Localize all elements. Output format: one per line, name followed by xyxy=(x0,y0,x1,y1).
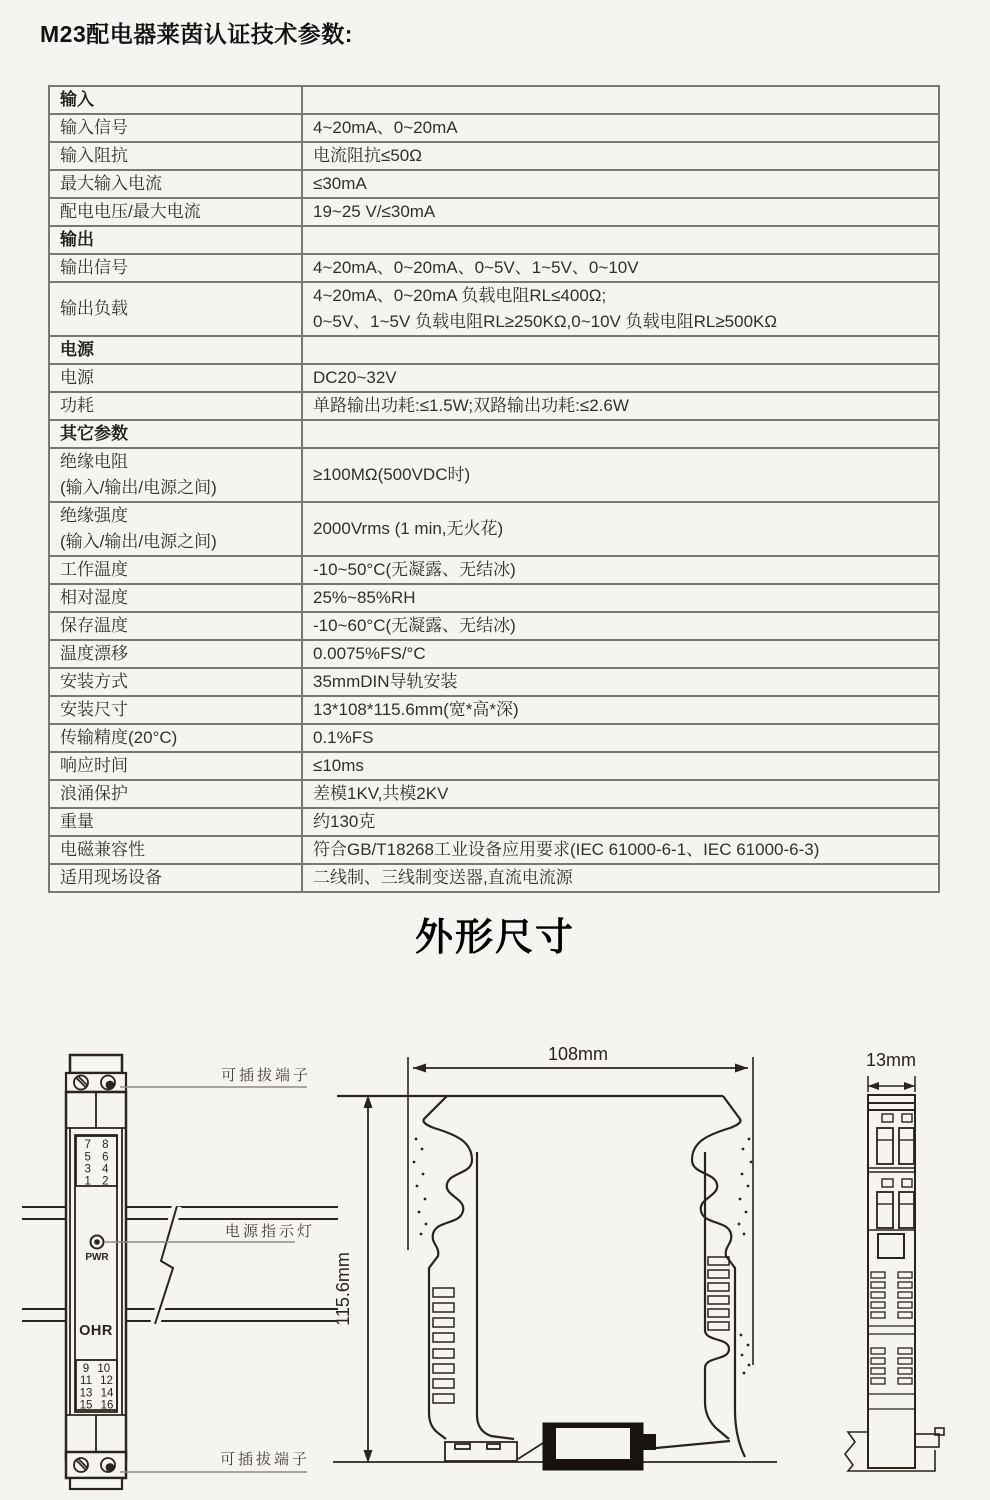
table-row xyxy=(49,364,939,392)
table-row xyxy=(49,502,939,556)
terminal-numbers: 5 6 xyxy=(84,1151,109,1164)
spec-value-cell: 25%~85%RH xyxy=(302,584,939,612)
table-row xyxy=(49,724,939,752)
spec-value-cell: 0.0075%FS/°C xyxy=(302,640,939,668)
table-row xyxy=(49,336,939,364)
decorative-dots xyxy=(413,1138,753,1375)
spec-value-cell xyxy=(302,420,939,448)
table-row xyxy=(49,612,939,640)
terminal-numbers: 13 14 xyxy=(79,1387,114,1400)
bottom-cap xyxy=(70,1478,122,1489)
table-row xyxy=(49,808,939,836)
spec-label-cell: 输入信号 xyxy=(49,114,302,142)
vent-slots-right xyxy=(708,1257,729,1330)
table-row xyxy=(49,170,939,198)
spec-label-cell: 绝缘强度 (输入/输出/电源之间) xyxy=(49,502,302,556)
terminal-numbers: 7 8 xyxy=(84,1139,109,1151)
spec-value-cell: 电流阻抗≤50Ω xyxy=(302,142,939,170)
table-row xyxy=(49,114,939,142)
table-row xyxy=(49,780,939,808)
spec-value-cell: ≥100MΩ(500VDC时) xyxy=(302,448,939,502)
height-dimension-label: 115.6mm xyxy=(333,1252,353,1326)
spec-label-cell: 最大输入电流 xyxy=(49,170,302,198)
spec-value-cell: ≤10ms xyxy=(302,752,939,780)
clip-latch-tab xyxy=(643,1434,656,1450)
spec-label-cell: 输出 xyxy=(49,226,302,254)
page-title: M23配电器莱茵认证技术参数: xyxy=(40,21,353,47)
spec-value-cell: 4~20mA、0~20mA xyxy=(302,114,939,142)
table-row xyxy=(49,254,939,282)
table-row xyxy=(49,198,939,226)
edge-rail-cross-section xyxy=(845,1428,944,1471)
right-wing-profile xyxy=(692,1096,745,1457)
spec-value-cell xyxy=(302,226,939,254)
spec-table-wrap xyxy=(48,85,940,893)
edge-latch xyxy=(915,1434,939,1447)
spec-label-cell: 重量 xyxy=(49,808,302,836)
width-dimension-label: 108mm xyxy=(547,1044,609,1064)
spec-value-cell: 0.1%FS xyxy=(302,724,939,752)
table-row xyxy=(49,448,939,502)
spec-label-cell: 响应时间 xyxy=(49,752,302,780)
spec-value-cell: 差模1KV,共模2KV xyxy=(302,780,939,808)
dimension-arrows xyxy=(364,1064,749,1464)
terminal-numbers: 15 16 xyxy=(79,1399,114,1412)
table-row xyxy=(49,420,939,448)
bottom-terminal-block xyxy=(66,1452,126,1489)
terminal-numbers: 11 12 xyxy=(80,1375,113,1387)
spec-label-cell: 配电电压/最大电流 xyxy=(49,198,302,226)
table-row xyxy=(49,142,939,170)
edge-terminal xyxy=(877,1192,893,1228)
spec-value-cell: 二线制、三线制变送器,直流电流源 xyxy=(302,864,939,892)
spec-label-cell: 输出负载 xyxy=(49,282,302,336)
pwr-label: PWR xyxy=(85,1252,109,1263)
spec-label-cell: 安装方式 xyxy=(49,668,302,696)
table-row xyxy=(49,640,939,668)
terminal-numbers: 1 2 xyxy=(84,1175,109,1188)
spec-label-cell: 适用现场设备 xyxy=(49,864,302,892)
spec-value-cell: 19~25 V/≤30mA xyxy=(302,198,939,226)
top-cap xyxy=(70,1055,122,1073)
edge-terminal xyxy=(899,1128,914,1164)
spec-label-cell: 绝缘电阻 (输入/输出/电源之间) xyxy=(49,448,302,502)
table-row xyxy=(49,864,939,892)
spec-label-cell: 功耗 xyxy=(49,392,302,420)
spec-label-cell: 电源 xyxy=(49,364,302,392)
spec-label-cell: 工作温度 xyxy=(49,556,302,584)
bottom-foot xyxy=(445,1442,543,1461)
spec-label-cell: 安装尺寸 xyxy=(49,696,302,724)
spec-label-cell: 电磁兼容性 xyxy=(49,836,302,864)
spec-label-cell: 浪涌保护 xyxy=(49,780,302,808)
brand-logo: OHR xyxy=(79,1323,113,1339)
table-row xyxy=(49,392,939,420)
table-row xyxy=(49,836,939,864)
spec-table xyxy=(48,85,940,893)
spec-value-cell: 2000Vrms (1 min,无火花) xyxy=(302,502,939,556)
module-side-profile xyxy=(333,1096,777,1462)
spec-value-cell: 4~20mA、0~20mA 负载电阻RL≤400Ω; 0~5V、1~5V 负载电阻RL≥250KΩ,0~10V 负载电阻RL≥500KΩ xyxy=(302,282,939,336)
spec-label-cell: 相对湿度 xyxy=(49,584,302,612)
spec-value-cell: 单路输出功耗:≤1.5W;双路输出功耗:≤2.6W xyxy=(302,392,939,420)
table-row xyxy=(49,752,939,780)
callout-pluggable-terminal-top: 可插拔端子 xyxy=(220,1067,312,1084)
edge-window xyxy=(878,1234,904,1258)
spec-label-cell: 输入阻抗 xyxy=(49,142,302,170)
table-row xyxy=(49,282,939,336)
spec-label-cell: 输入 xyxy=(49,86,302,114)
spec-value-cell: -10~60°C(无凝露、无结冰) xyxy=(302,612,939,640)
edge-width-dimension-label: 13mm xyxy=(865,1050,917,1070)
spec-label-cell: 输出信号 xyxy=(49,254,302,282)
spec-value-cell: -10~50°C(无凝露、无结冰) xyxy=(302,556,939,584)
din-clip xyxy=(543,1423,656,1470)
spec-label-cell: 温度漂移 xyxy=(49,640,302,668)
edge-terminal xyxy=(877,1128,893,1164)
spec-label-cell: 传输精度(20°C) xyxy=(49,724,302,752)
front-view-diagram xyxy=(20,1043,340,1498)
table-row xyxy=(49,668,939,696)
terminal-numbers: 3 4 xyxy=(84,1163,109,1176)
callout-power-indicator: 电源指示灯 xyxy=(224,1223,316,1240)
spec-value-cell: ≤30mA xyxy=(302,170,939,198)
spec-label-cell: 电源 xyxy=(49,336,302,364)
table-row xyxy=(49,584,939,612)
left-inner-channel xyxy=(477,1152,514,1439)
side-view-diagram xyxy=(325,1035,790,1500)
dimensions-section-title: 外形尺寸 xyxy=(414,917,575,959)
table-row xyxy=(49,696,939,724)
edge-terminal xyxy=(899,1192,914,1228)
spec-value-cell: 4~20mA、0~20mA、0~5V、1~5V、0~10V xyxy=(302,254,939,282)
spec-value-cell: 13*108*115.6mm(宽*高*深) xyxy=(302,696,939,724)
spec-value-cell xyxy=(302,336,939,364)
spec-value-cell: DC20~32V xyxy=(302,364,939,392)
spec-label-cell: 保存温度 xyxy=(49,612,302,640)
terminal-numbers: 9 10 xyxy=(82,1363,111,1375)
top-terminal-block xyxy=(66,1073,126,1092)
table-row xyxy=(49,556,939,584)
spec-value-cell: 符合GB/T18268工业设备应用要求(IEC 61000-6-1、IEC 61000-6-3) xyxy=(302,836,939,864)
spec-value-cell: 35mmDIN导轨安装 xyxy=(302,668,939,696)
spec-table-body xyxy=(49,86,939,892)
spec-value-cell xyxy=(302,86,939,114)
edge-vent-slots xyxy=(868,1272,915,1409)
vent-slots-left xyxy=(433,1288,454,1403)
table-row xyxy=(49,226,939,254)
spec-label-cell: 其它参数 xyxy=(49,420,302,448)
edge-view-diagram xyxy=(840,1038,990,1500)
bottom-edge-right xyxy=(656,1441,730,1448)
spec-value-cell: 约130克 xyxy=(302,808,939,836)
table-row xyxy=(49,86,939,114)
callout-pluggable-terminal-bottom: 可插拔端子 xyxy=(219,1451,311,1468)
